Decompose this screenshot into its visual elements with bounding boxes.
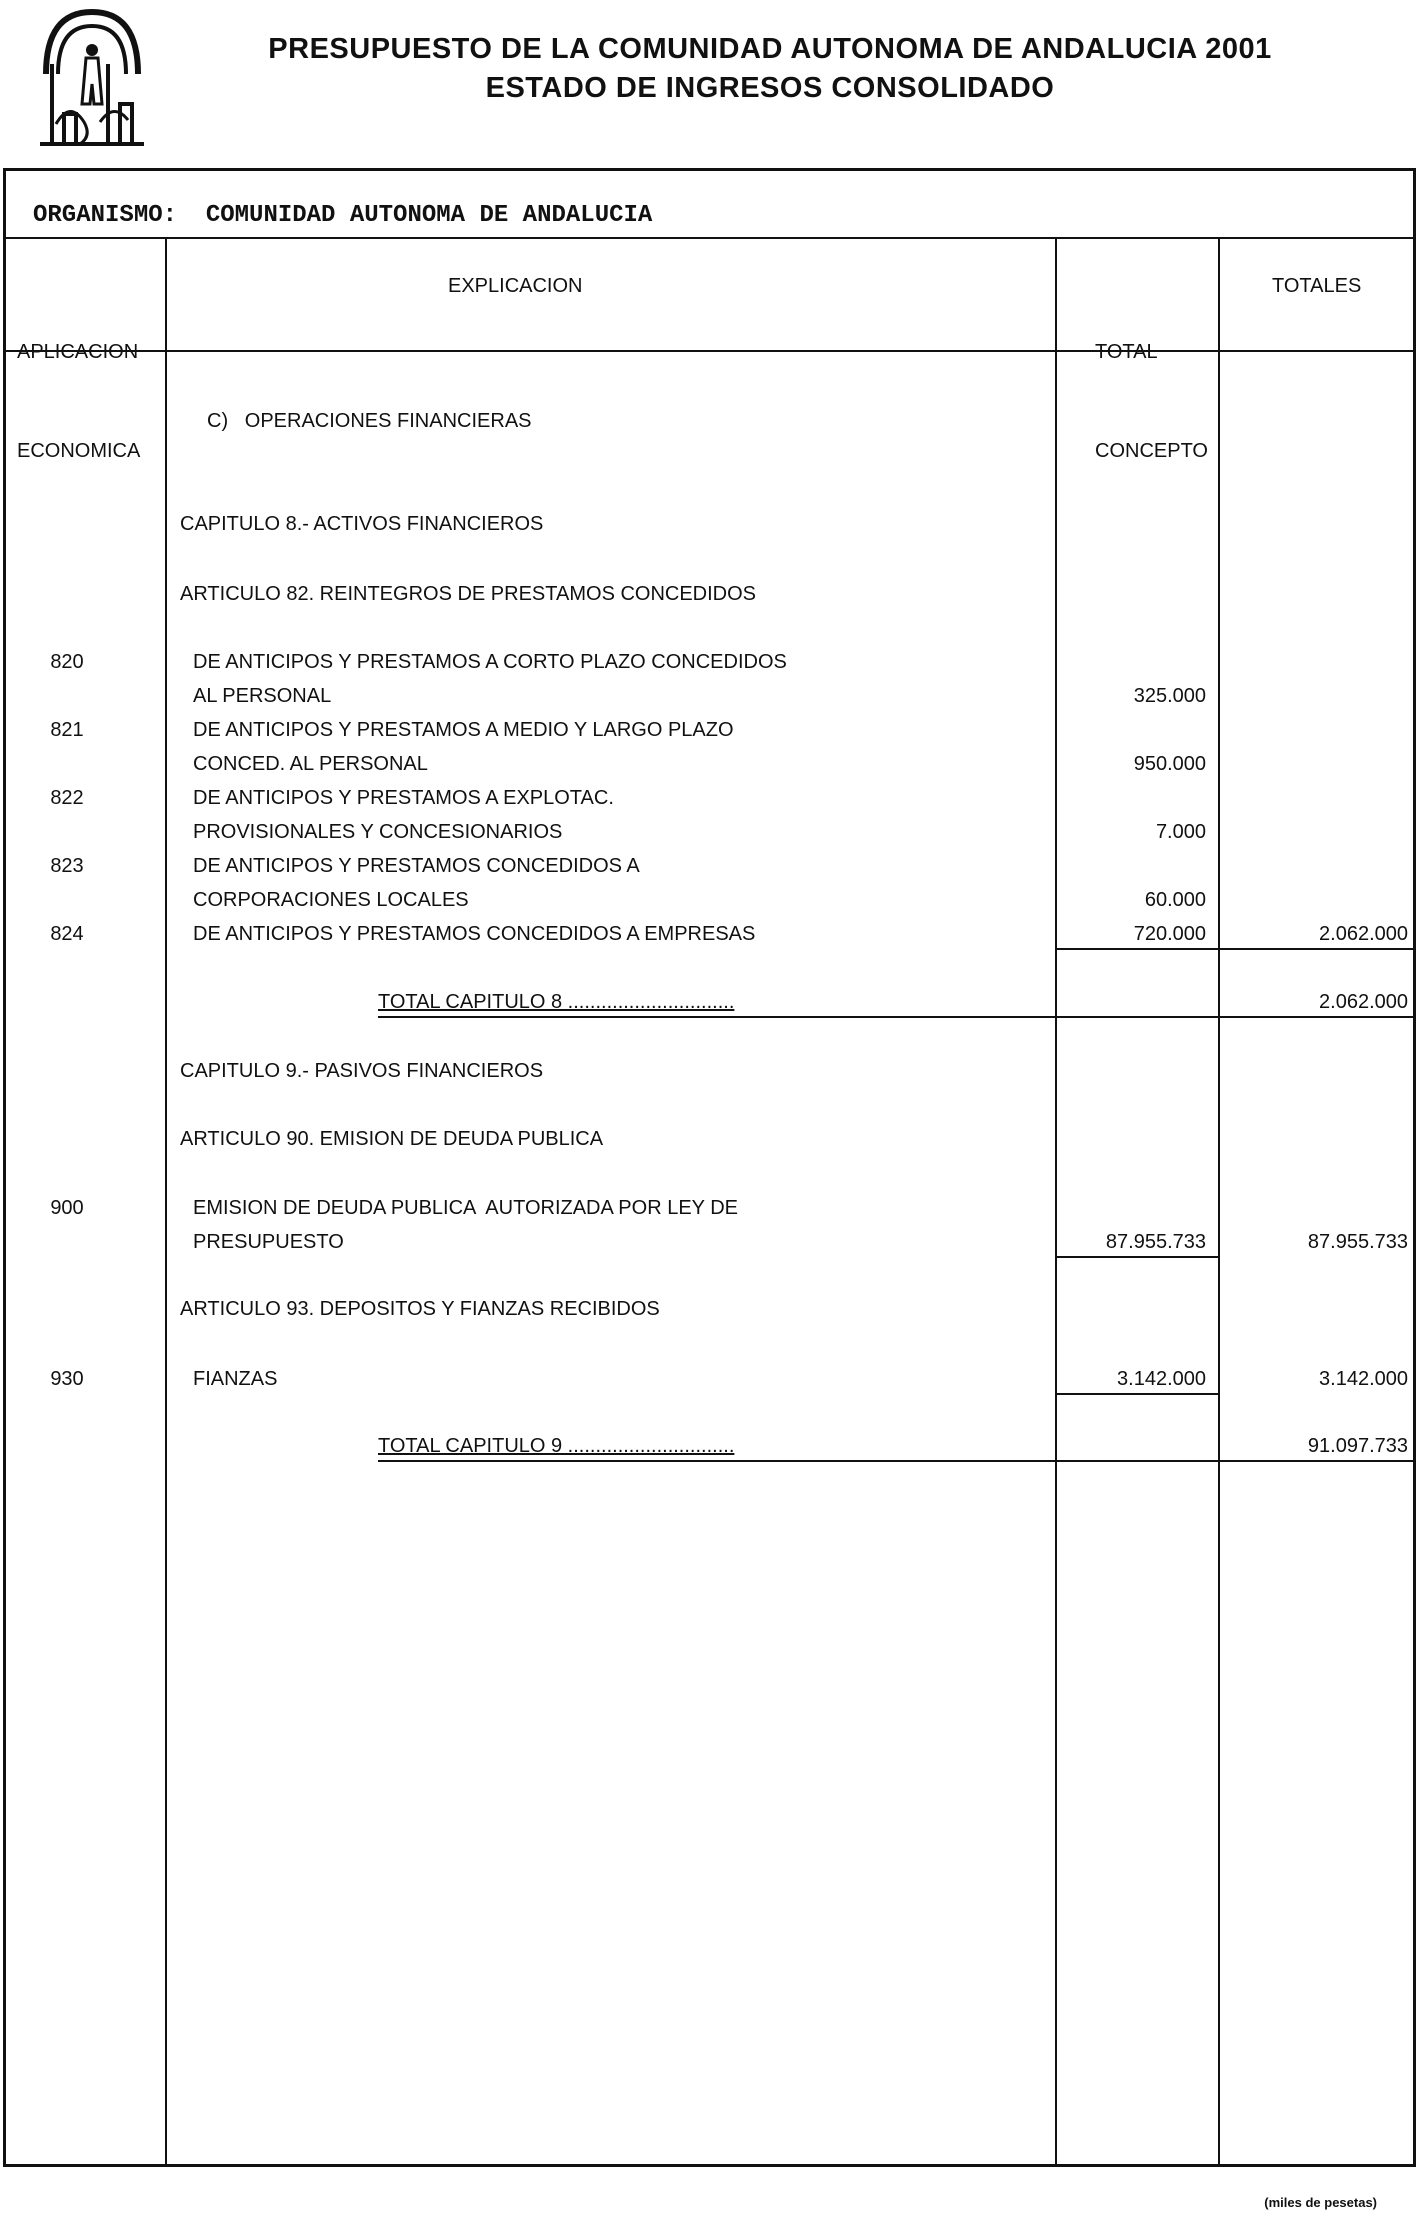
row-822-concepto: 7.000 — [1155, 821, 1206, 843]
articulo-82-title: ARTICULO 82. REINTEGROS DE PRESTAMOS CONCEDIDOS — [180, 583, 757, 605]
row-820-desc-1: DE ANTICIPOS Y PRESTAMOS A CORTO PLAZO CONCEDIDOS — [193, 651, 787, 673]
total-capitulo-8-value: 2.062.000 — [1319, 991, 1408, 1013]
row-824-code: 824 — [50, 923, 84, 945]
row-824-desc-1: DE ANTICIPOS Y PRESTAMOS CONCEDIDOS A EMPRESAS — [193, 923, 756, 945]
row-823-desc-2: CORPORACIONES LOCALES — [193, 889, 469, 911]
col-total-concepto-header — [1095, 270, 1208, 501]
underline — [378, 1016, 1416, 1018]
row-900-code: 900 — [50, 1197, 84, 1219]
row-820-code: 820 — [50, 651, 84, 673]
row-822-code: 822 — [50, 787, 84, 809]
units-note: (miles de pesetas) — [1264, 2195, 1377, 2210]
divider — [3, 237, 1416, 239]
row-822-desc-2: PROVISIONALES Y CONCESIONARIOS — [193, 821, 563, 843]
row-823-concepto: 60.000 — [1144, 889, 1206, 911]
section-title: C) OPERACIONES FINANCIERAS — [207, 410, 532, 432]
row-900-desc-2: PRESUPUESTO — [193, 1231, 344, 1253]
col-aplicacion-header — [17, 270, 140, 501]
total-capitulo-9-value: 91.097.733 — [1307, 1435, 1408, 1457]
col-aplicacion-line1: APLICACION — [17, 341, 139, 363]
column-divider — [1218, 238, 1220, 2165]
col-total-concepto-line2: CONCEPTO — [1095, 440, 1208, 462]
row-821-desc-1: DE ANTICIPOS Y PRESTAMOS A MEDIO Y LARGO PLAZO — [193, 719, 734, 741]
row-820-concepto: 325.000 — [1133, 685, 1206, 707]
row-820-desc-2: AL PERSONAL — [193, 685, 332, 707]
row-823-code: 823 — [50, 855, 84, 877]
row-930-code: 930 — [50, 1368, 84, 1390]
col-explicacion-header: EXPLICACION — [448, 275, 583, 297]
junta-de-andalucia-emblem-icon — [36, 4, 148, 152]
row-823-desc-1: DE ANTICIPOS Y PRESTAMOS CONCEDIDOS A — [193, 855, 640, 877]
underline — [1057, 1393, 1218, 1395]
capitulo-9-title: CAPITULO 9.- PASIVOS FINANCIEROS — [180, 1060, 544, 1082]
row-822-desc-1: DE ANTICIPOS Y PRESTAMOS A EXPLOTAC. — [193, 787, 614, 809]
col-total-concepto-line1: TOTAL — [1095, 341, 1158, 363]
row-900-total: 87.955.733 — [1307, 1231, 1408, 1253]
column-divider — [165, 238, 167, 2165]
col-aplicacion-line2: ECONOMICA — [17, 440, 141, 462]
underline — [1057, 1256, 1218, 1258]
underline — [378, 1460, 1416, 1462]
col-totales-header: TOTALES — [1272, 275, 1362, 297]
column-divider — [1055, 238, 1057, 2165]
row-900-desc-1: EMISION DE DEUDA PUBLICA AUTORIZADA POR LEY DE — [193, 1197, 738, 1219]
total-capitulo-8-label: TOTAL CAPITULO 8 .............................. — [378, 991, 735, 1013]
total-capitulo-9-label: TOTAL CAPITULO 9 .............................. — [378, 1435, 735, 1457]
capitulo-8-title: CAPITULO 8.- ACTIVOS FINANCIEROS — [180, 513, 544, 535]
row-821-code: 821 — [50, 719, 84, 741]
row-930-concepto: 3.142.000 — [1117, 1368, 1206, 1390]
articulo-93-title: ARTICULO 93. DEPOSITOS Y FIANZAS RECIBIDOS — [180, 1298, 660, 1320]
row-824-total: 2.062.000 — [1319, 923, 1408, 945]
page-title: PRESUPUESTO DE LA COMUNIDAD AUTONOMA DE ANDALUCIA 2001 — [268, 33, 1272, 65]
row-824-concepto: 720.000 — [1133, 923, 1206, 945]
underline — [1220, 948, 1416, 950]
articulo-90-title: ARTICULO 90. EMISION DE DEUDA PUBLICA — [180, 1128, 604, 1150]
page-subtitle: ESTADO DE INGRESOS CONSOLIDADO — [485, 72, 1055, 104]
underline — [1057, 948, 1218, 950]
row-930-total: 3.142.000 — [1319, 1368, 1408, 1390]
row-900-concepto: 87.955.733 — [1105, 1231, 1206, 1253]
organismo-label: ORGANISMO: COMUNIDAD AUTONOMA DE ANDALUCIA — [33, 202, 653, 229]
row-930-desc-1: FIANZAS — [193, 1368, 278, 1390]
row-821-concepto: 950.000 — [1133, 753, 1206, 775]
row-821-desc-2: CONCED. AL PERSONAL — [193, 753, 428, 775]
